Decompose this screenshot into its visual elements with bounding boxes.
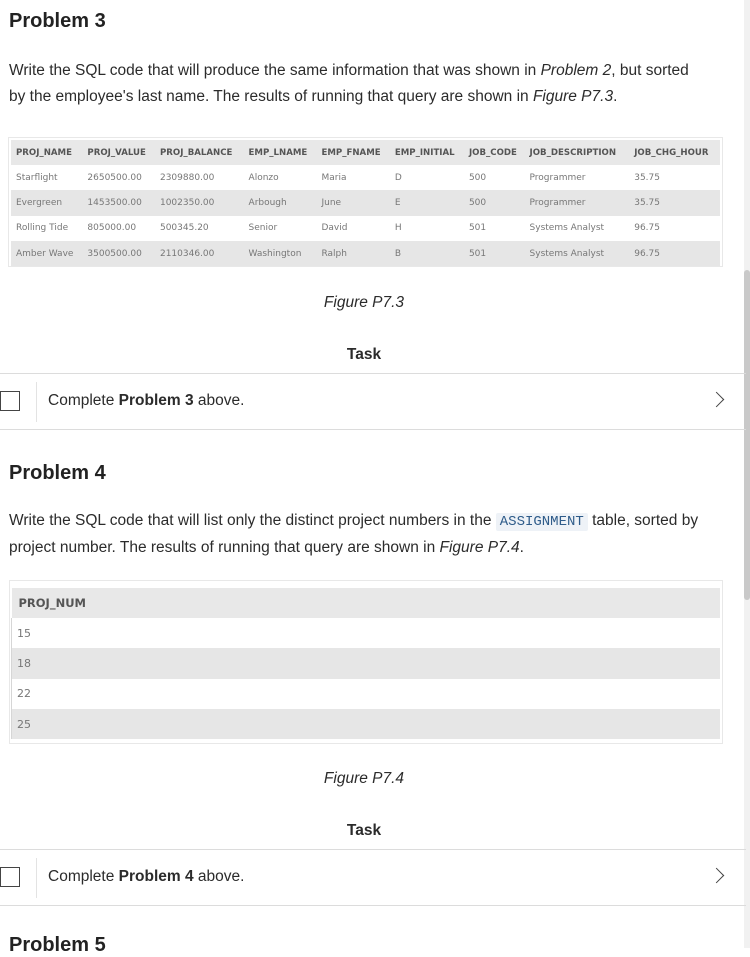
task-3-text-post: above.	[193, 392, 245, 409]
task-3-text-bold: Problem 3	[118, 392, 194, 409]
table-cell: B	[390, 241, 464, 266]
problem-5-title: Problem 5	[9, 934, 106, 956]
table-cell: 1453500.00	[82, 190, 155, 215]
column-header: PROJ_BALANCE	[155, 140, 244, 165]
table-cell: Programmer	[525, 190, 630, 215]
table-cell: Evergreen	[11, 190, 82, 215]
table-cell: Maria	[321, 172, 347, 183]
figure-p7-3	[8, 137, 723, 267]
divider	[36, 858, 37, 898]
table-cell: 22	[12, 679, 721, 709]
table-cell: 500	[464, 190, 525, 215]
table-cell: 35.75	[634, 172, 660, 183]
task-4-text-pre: Complete	[48, 868, 119, 885]
table-cell: 15	[12, 618, 721, 648]
column-header: JOB_CODE	[464, 140, 525, 165]
task-3-heading: Task	[346, 346, 382, 363]
task-4-heading: Task	[346, 822, 382, 839]
task-4-row[interactable]	[0, 849, 746, 906]
chevron-right-icon[interactable]	[709, 868, 725, 884]
problem-3-ref-figure: Figure P7.3	[532, 88, 614, 105]
table-cell: 18	[12, 648, 721, 678]
table-cell: Ralph	[316, 241, 389, 266]
table-row	[12, 618, 721, 648]
task-4-label	[48, 868, 244, 886]
task-3-label	[48, 392, 244, 410]
problem-3-description	[9, 58, 709, 110]
figure-p7-4	[9, 580, 723, 744]
problem-4-description	[9, 508, 709, 561]
table-row	[11, 165, 720, 190]
table-cell: H	[394, 223, 402, 234]
table-cell: Arbough	[244, 190, 317, 215]
column-header: PROJ_NUM	[12, 588, 721, 618]
table-cell: June	[316, 190, 389, 215]
table-cell: Rolling Tide	[16, 223, 69, 234]
table-cell: Amber Wave	[11, 241, 82, 266]
task-4-checkbox[interactable]	[0, 867, 20, 887]
table-cell: 501	[468, 223, 487, 234]
column-header: PROJ_NAME	[11, 140, 82, 165]
problem-3-text-c: .	[613, 88, 618, 105]
column-header: JOB_DESCRIPTION	[525, 140, 630, 165]
problem-4-text-a: Write the SQL code that will list only the distinct project numbers in the	[9, 512, 496, 529]
table-cell: Systems Analyst	[529, 223, 605, 234]
figure-p7-4-caption: Figure P7.4	[323, 770, 405, 787]
problem-3-ref-problem-2: Problem 2	[540, 62, 612, 79]
column-header: EMP_LNAME	[244, 140, 317, 165]
table-cell: 96.75	[629, 241, 720, 266]
column-header: PROJ_VALUE	[82, 140, 155, 165]
table-cell: 805000.00	[87, 223, 137, 234]
table-cell: E	[390, 190, 464, 215]
table-row	[12, 679, 721, 709]
task-3-checkbox[interactable]	[0, 391, 20, 411]
table-cell: Senior	[248, 223, 278, 234]
table-cell: 96.75	[634, 223, 660, 234]
table-cell: 2110346.00	[155, 241, 244, 266]
table-cell: Programmer	[529, 172, 586, 183]
problem-3-text-b: , but sorted by the employee's last name. The results of running that query are shown in	[9, 62, 689, 105]
column-header: JOB_CHG_HOUR	[629, 140, 720, 165]
figure-p7-3-caption: Figure P7.3	[323, 294, 405, 311]
table-cell: 2650500.00	[87, 172, 142, 183]
figure-p7-3-table	[11, 140, 720, 266]
table-cell: 25	[12, 709, 721, 739]
task-4-text-bold: Problem 4	[118, 868, 194, 885]
table-cell: 1002350.00	[155, 190, 244, 215]
table-row	[11, 241, 720, 266]
table-row	[11, 216, 720, 241]
task-4-text-post: above.	[193, 868, 245, 885]
table-header-row	[12, 588, 721, 618]
table-header-row	[11, 140, 720, 165]
table-cell: David	[321, 223, 348, 234]
task-3-row[interactable]	[0, 373, 746, 430]
table-cell: D	[394, 172, 402, 183]
table-cell: 500	[468, 172, 487, 183]
table-cell: 35.75	[629, 190, 720, 215]
table-cell: 501	[464, 241, 525, 266]
table-body	[11, 165, 720, 266]
table-cell: Starflight	[16, 172, 58, 183]
column-header: EMP_FNAME	[316, 140, 389, 165]
table-cell: 3500500.00	[82, 241, 155, 266]
table-row	[12, 709, 721, 739]
table-cell: Systems Analyst	[525, 241, 630, 266]
problem-3-title: Problem 3	[9, 10, 106, 32]
chevron-right-icon[interactable]	[709, 392, 725, 408]
figure-p7-4-table	[11, 588, 720, 739]
table-row	[11, 190, 720, 215]
table-cell: Washington	[244, 241, 317, 266]
table-cell: 2309880.00	[159, 172, 215, 183]
problem-3-text-a: Write the SQL code that will produce the same information that was shown in	[9, 62, 541, 79]
task-3-text-pre: Complete	[48, 392, 119, 409]
table-row	[12, 648, 721, 678]
problem-4-ref-figure: Figure P7.4	[439, 539, 520, 556]
column-header: EMP_INITIAL	[390, 140, 464, 165]
problem-4-text-b: table, sorted by project number. The results of running that query are shown in	[9, 512, 699, 556]
divider	[36, 382, 37, 422]
table-cell: 500345.20	[159, 223, 209, 234]
table-cell: Alonzo	[248, 172, 279, 183]
assignment-code: ASSIGNMENT	[496, 513, 588, 531]
problem-4-text-c: .	[519, 539, 524, 556]
problem-4-title: Problem 4	[9, 462, 106, 484]
table-body	[12, 618, 721, 739]
scrollbar-thumb[interactable]	[744, 270, 750, 600]
